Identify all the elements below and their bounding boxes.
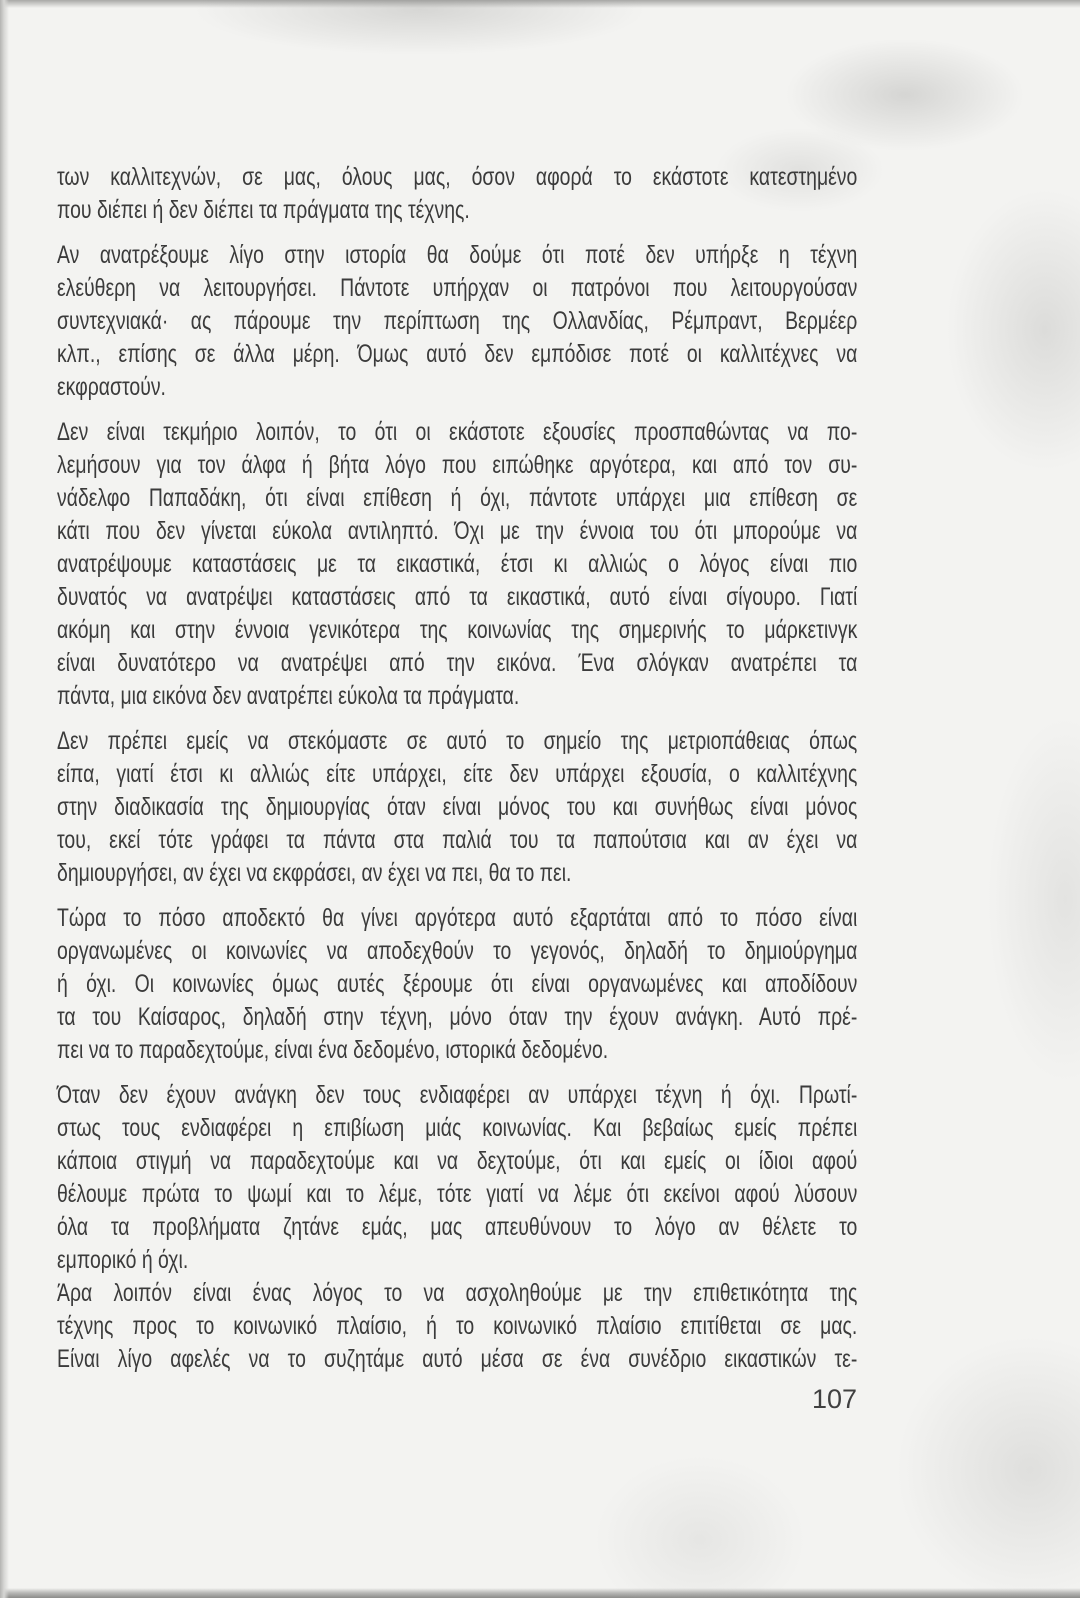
text-line: στην διαδικασία της δημιουργίας όταν είναι μόνος του και συνήθως είναι μόνος	[57, 793, 858, 821]
text-line: Αν ανατρέξουμε λίγο στην ιστορία θα δούμε ότι ποτέ δεν υπήρξε η τέχνη	[57, 241, 858, 269]
text-line: Άρα λοιπόν είναι ένας λόγος το να ασχοληθούμε με την επιθετικότητα της	[57, 1279, 858, 1307]
text-line: όλα τα προβλήματα ζητάνε εμάς, μας απευθύνουν το λόγο αν θέλετε το	[57, 1213, 858, 1241]
text-line: κάποια στιγμή να παραδεχτούμε και να δεχτούμε, ότι και εμείς οι ίδιοι αφού	[57, 1147, 858, 1175]
text-line: ελεύθερη να λειτουργήσει. Πάντοτε υπήρχαν οι πατρόνοι που λειτουργούσαν	[57, 274, 858, 302]
text-line: εμπορικό ή όχι.	[57, 1246, 189, 1274]
text-line: δημιουργήσει, αν έχει να εκφράσει, αν έχει να πει, θα το πει.	[57, 859, 572, 887]
text-line: των καλλιτεχνών, σε μας, όλους μας, όσον αφορά το εκάστοτε κατεστημένο	[57, 163, 858, 191]
text-line: εκφραστούν.	[57, 373, 166, 401]
text-line: Όταν δεν έχουν ανάγκη δεν τους ενδιαφέρει αν υπάρχει τέχνη ή όχι. Πρωτί-	[57, 1081, 858, 1109]
text-line: στως τους ενδιαφέρει η επιβίωση μιάς κοινωνίας. Και βεβαίως εμείς πρέπει	[57, 1114, 858, 1142]
text-line: συντεχνιακά· ας πάρουμε την περίπτωση της Ολλανδίας, Ρέμπραντ, Βερμέερ	[57, 307, 858, 335]
text-line: που διέπει ή δεν διέπει τα πράγματα της τέχνης.	[57, 196, 470, 224]
text-line: είναι δυνατότερο να ανατρέψει από την εικόνα. Ένα σλόγκαν ανατρέπει τα	[57, 649, 858, 677]
text-line: κάτι που δεν γίνεται εύκολα αντιληπτό. Όχι με την έννοια του ότι μπορούμε να	[57, 517, 858, 545]
text-line: ακόμη και στην έννοια γενικότερα της κοινωνίας της σημερινής το μάρκετινγκ	[57, 616, 858, 644]
text-line: πει να το παραδεχτούμε, είναι ένα δεδομένο, ιστορικά δεδομένο.	[57, 1036, 609, 1064]
text-line: Τώρα το πόσο αποδεκτό θα γίνει αργότερα αυτό εξαρτάται από το πόσο είναι	[57, 904, 858, 932]
text-line: Δεν πρέπει εμείς να στεκόμαστε σε αυτό το σημείο της μετριοπάθειας όπως	[57, 727, 858, 755]
text-line: Είναι λίγο αφελές να το συζητάμε αυτό μέσα σε ένα συνέδριο εικαστικών τε-	[57, 1345, 858, 1373]
text-line: θέλουμε πρώτα το ψωμί και το λέμε, τότε γιατί να λέμε ότι εκείνοι αφού λύσουν	[57, 1180, 858, 1208]
text-line: τέχνης προς το κοινωνικό πλαίσιο, ή το κοινωνικό πλαίσιο επιτίθεται σε μας.	[57, 1312, 858, 1340]
text-line: λεμήσουν για τον άλφα ή βήτα λόγο που ειπώθηκε αργότερα, και από τον συ-	[57, 451, 858, 479]
paragraph-2	[57, 239, 857, 404]
text-line: πάντα, μια εικόνα δεν ανατρέπει εύκολα τα πράγματα.	[57, 682, 520, 710]
paragraph-5	[57, 902, 857, 1067]
paragraph-7	[57, 1277, 857, 1376]
text-line: νάδελφο Παπαδάκη, ότι είναι επίθεση ή όχι, πάντοτε υπάρχει μια επίθεση σε	[57, 484, 858, 512]
text-line: δυνατός να ανατρέψει καταστάσεις από τα εικαστικά, αυτό είναι σίγουρο. Γιατί	[57, 583, 858, 611]
body-text	[57, 161, 857, 1376]
paragraph-1	[57, 161, 857, 227]
text-line: του, εκεί τότε γράφει τα πάντα στα παλιά του τα παπούτσια και αν έχει να	[57, 826, 858, 854]
text-line: ανατρέψουμε καταστάσεις με τα εικαστικά, έτσι κι αλλιώς ο λόγος είναι πιο	[57, 550, 858, 578]
paragraph-4	[57, 725, 857, 890]
text-line: Δεν είναι τεκμήριο λοιπόν, το ότι οι εκάστοτε εξουσίες προσπαθώντας να πο-	[57, 418, 858, 446]
text-line: τα του Καίσαρος, δηλαδή στην τέχνη, μόνο όταν την έχουν ανάγκη. Αυτό πρέ-	[57, 1003, 858, 1031]
paragraph-6	[57, 1079, 857, 1277]
text-line: οργανωμένες οι κοινωνίες να αποδεχθούν το γεγονός, δηλαδή το δημιούργημα	[57, 937, 858, 965]
text-line: ή όχι. Οι κοινωνίες όμως αυτές ξέρουμε ότι είναι οργανωμένες και αποδίδουν	[57, 970, 858, 998]
page-number: 107	[811, 1384, 857, 1414]
text-line: είπα, γιατί έτσι κι αλλιώς είτε υπάρχει, είτε δεν υπάρχει εξουσία, ο καλλιτέχνης	[57, 760, 858, 788]
paragraph-3	[57, 416, 857, 713]
text-line: κλπ., επίσης σε άλλα μέρη. Όμως αυτό δεν εμπόδισε ποτέ οι καλλιτέχνες να	[57, 340, 858, 368]
